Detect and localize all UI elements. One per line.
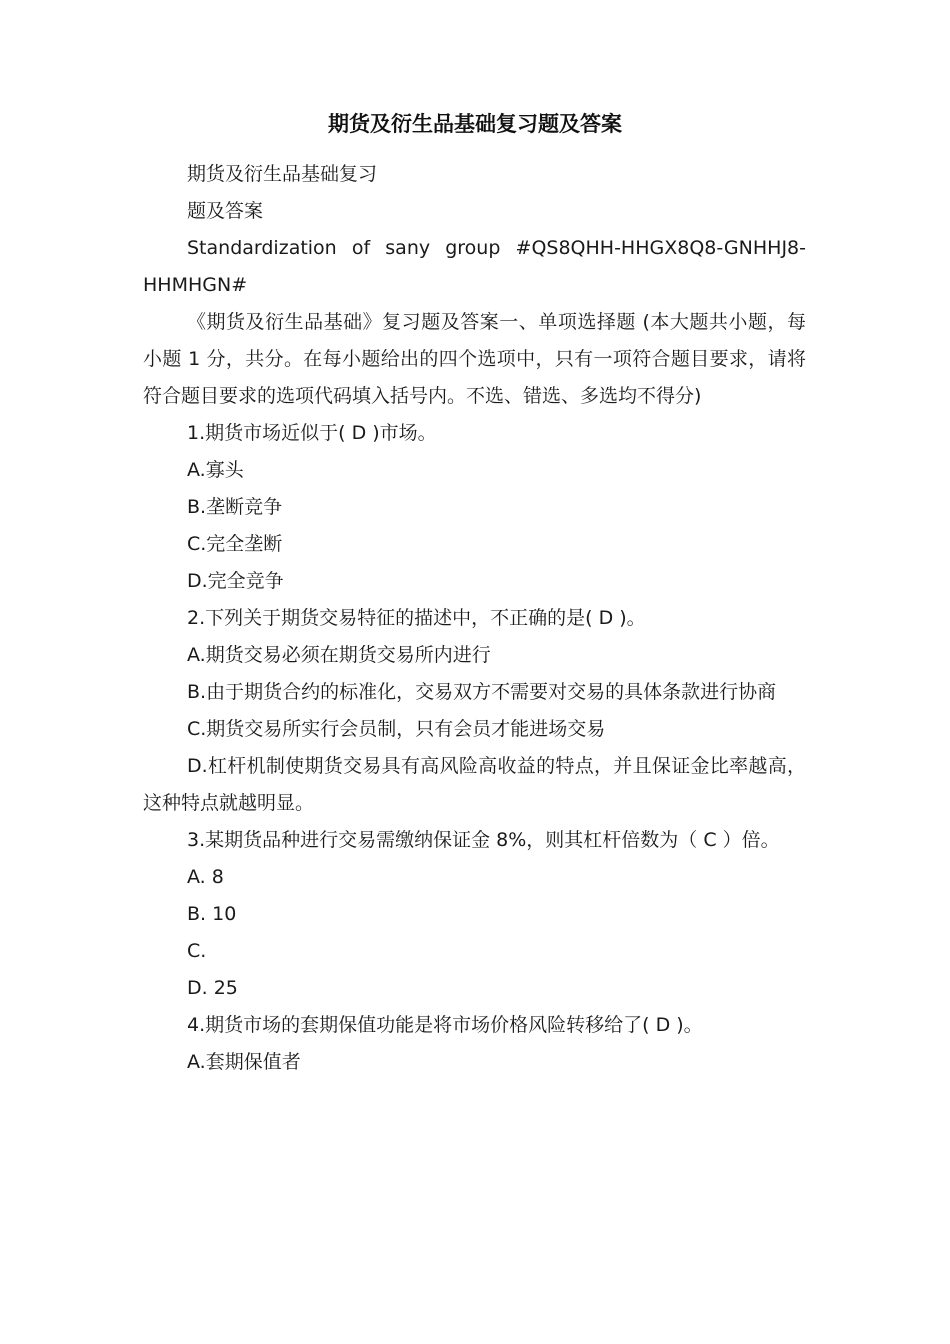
question-2-option-a: A.期货交易必须在期货交易所内进行 [187, 644, 491, 666]
question-1-option-c: C.完全垄断 [187, 533, 283, 555]
question-2-option-c: C.期货交易所实行会员制，只有会员才能进场交易 [187, 718, 606, 740]
question-1-option-b: B.垄断竞争 [187, 496, 283, 518]
question-2-option-b: B.由于期货合约的标准化，交易双方不需要对交易的具体条款进行协商 [187, 681, 777, 703]
question-3-option-c: C. [187, 940, 207, 962]
document-title: 期货及衍生品基础复习题及答案 [328, 112, 622, 137]
question-3: 3.某期货品种进行交易需缴纳保证金 8%，则其杠杆倍数为（ C ）倍。 [187, 829, 780, 851]
document-body [143, 156, 806, 1081]
question-1-option-d: D.完全竞争 [187, 570, 284, 592]
question-4-option-a: A.套期保值者 [187, 1051, 301, 1073]
question-1: 1.期货市场近似于( D )市场。 [187, 422, 437, 444]
subtitle-line-1: 期货及衍生品基础复习 [187, 163, 378, 185]
subtitle-line-2: 题及答案 [187, 200, 264, 222]
question-1-option-a: A.寡头 [187, 459, 244, 481]
question-2-option-d: D.杠杆机制使期货交易具有高风险高收益的特点，并且保证金比率越高，这种特点就越明显。 [143, 755, 806, 814]
question-3-option-b: B. 10 [187, 903, 237, 925]
standardization-code: Standardization of sany group #QS8QHH-HHGX8Q8-GNHHJ8-HHMHGN# [143, 237, 806, 296]
question-3-option-d: D. 25 [187, 977, 238, 999]
question-3-option-a: A. 8 [187, 866, 224, 888]
section-intro: 《期货及衍生品基础》复习题及答案一、单项选择题 (本大题共小题，每小题 1 分，共分。在每小题给出的四个选项中，只有一项符合题目要求，请将符合题目要求的选项代码填入括号内。不选、错选、多选均不得分) [143, 311, 806, 407]
question-4: 4.期货市场的套期保值功能是将市场价格风险转移给了( D )。 [187, 1014, 703, 1036]
question-2: 2.下列关于期货交易特征的描述中，不正确的是( D )。 [187, 607, 646, 629]
